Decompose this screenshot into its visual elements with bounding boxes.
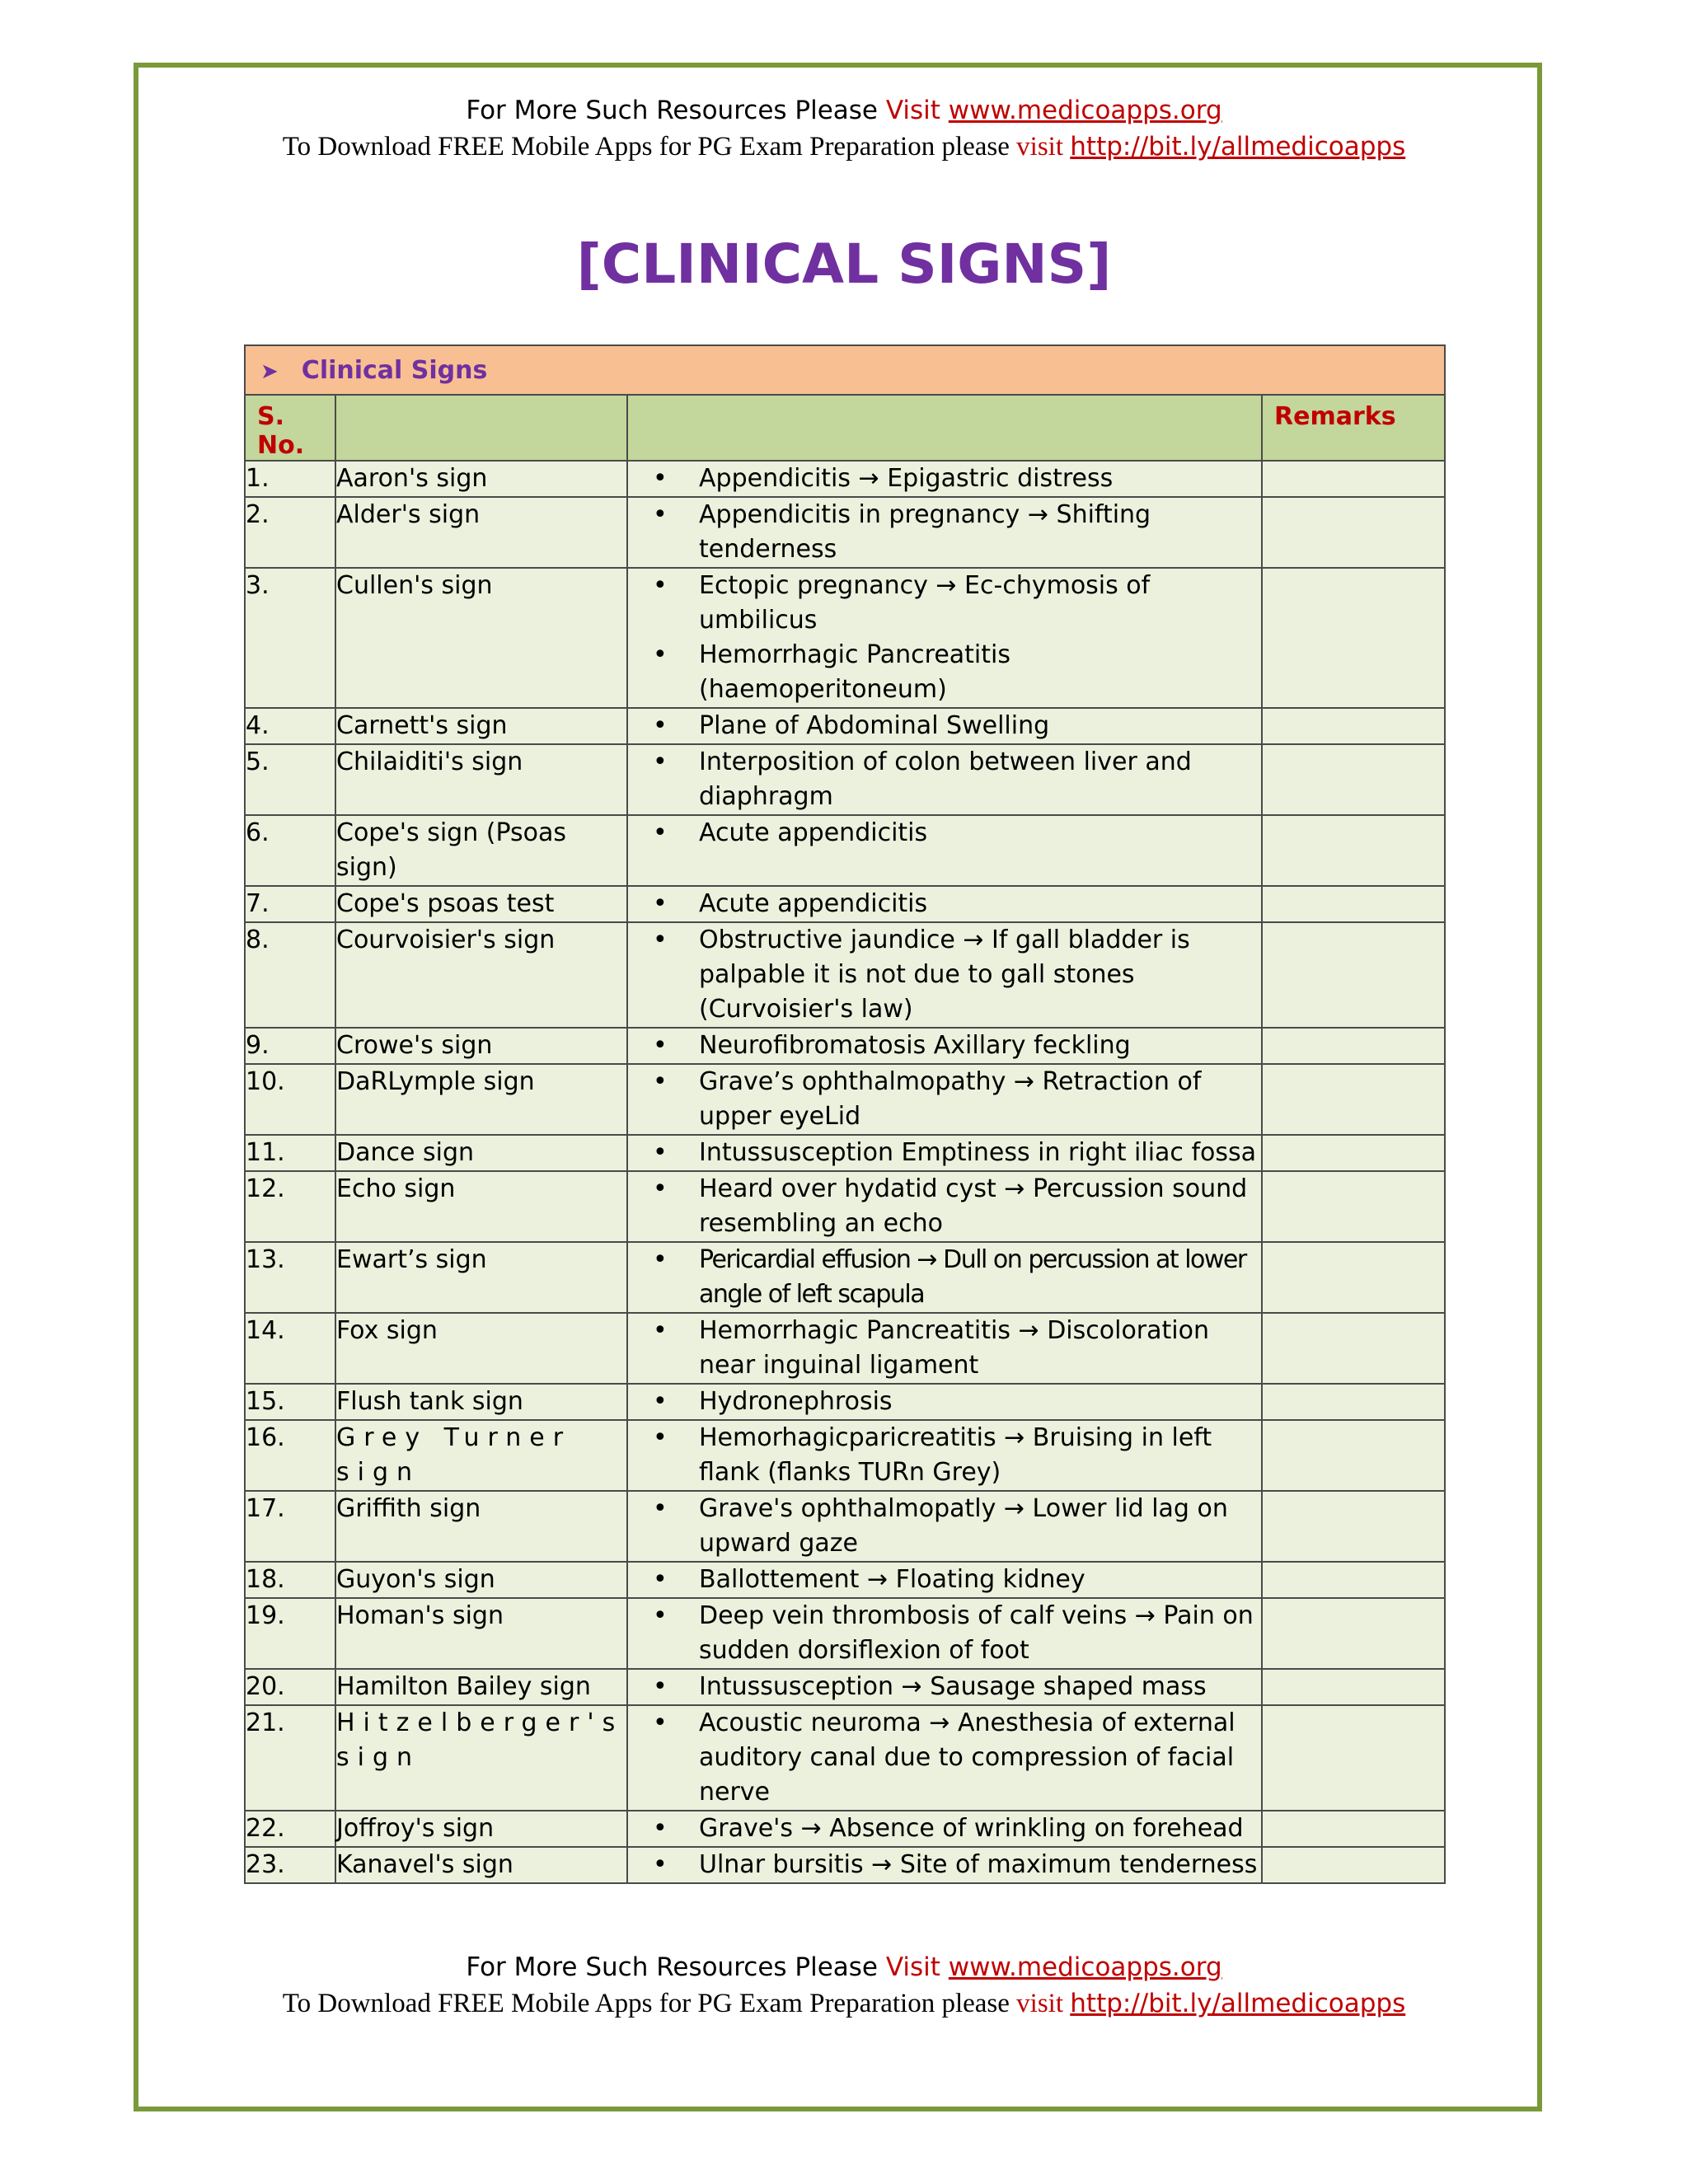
bullet-item: • Grave’s ophthalmopathy → Retraction of upper eyeLid: [628, 1065, 1261, 1134]
cell-sno: 12.: [245, 1171, 335, 1242]
cell-sign-name: Kanavel's sign: [335, 1847, 627, 1883]
table-row: [245, 815, 1445, 886]
bullet-list: [628, 1848, 1261, 1882]
cell-remarks: [1262, 568, 1445, 708]
cell-sno: 4.: [245, 708, 335, 744]
cell-remarks: [1262, 886, 1445, 922]
table-row: [245, 461, 1445, 497]
cell-remarks: [1262, 1064, 1445, 1135]
cell-remarks: [1262, 1135, 1445, 1171]
cell-sno: 7.: [245, 886, 335, 922]
bullet-item: • Neurofibromatosis Axillary feckling: [628, 1029, 1261, 1063]
cell-description: [627, 1028, 1262, 1064]
cell-sign-name: Dance sign: [335, 1135, 627, 1171]
table-row: [245, 1242, 1445, 1313]
cell-sno: 10.: [245, 1064, 335, 1135]
column-header-row: [245, 395, 1445, 461]
cell-description: [627, 568, 1262, 708]
cell-remarks: [1262, 1598, 1445, 1669]
page-footer: [0, 1949, 1688, 2022]
cell-remarks: [1262, 1491, 1445, 1562]
header-visit-word: Visit: [885, 96, 940, 125]
cell-description: [627, 886, 1262, 922]
cell-description: [627, 1420, 1262, 1491]
cell-sign-name: Cullen's sign: [335, 568, 627, 708]
cell-description: [627, 1171, 1262, 1242]
cell-sno: 15.: [245, 1384, 335, 1420]
page-header: [0, 92, 1688, 165]
cell-description: [627, 922, 1262, 1028]
clinical-signs-table: [244, 344, 1446, 1884]
bullet-list: [628, 1811, 1261, 1846]
bullet-item: • Hemorhagicparicreatitis → Bruising in left flank (flanks TURn Grey): [628, 1421, 1261, 1490]
cell-description: [627, 497, 1262, 568]
cell-sno: 2.: [245, 497, 335, 568]
bullet-list: [628, 1563, 1261, 1597]
bullet-item: • Hemorrhagic Pancreatitis → Discoloration near inguinal ligament: [628, 1314, 1261, 1383]
bullet-list: [628, 1492, 1261, 1561]
cell-sno: 19.: [245, 1598, 335, 1669]
table-row: [245, 708, 1445, 744]
bullet-list: [628, 1243, 1261, 1312]
bullet-item: • Acute appendicitis: [628, 887, 1261, 921]
bullet-item: • Appendicitis in pregnancy → Shifting tenderness: [628, 498, 1261, 567]
cell-sign-name: Homan's sign: [335, 1598, 627, 1669]
column-header-remarks: Remarks: [1262, 395, 1445, 461]
cell-remarks: [1262, 708, 1445, 744]
bullet-item: • Intussusception Emptiness in right iliac fossa: [628, 1136, 1261, 1170]
footer-download-line: [0, 1985, 1688, 2022]
table-row: [245, 1705, 1445, 1811]
cell-description: [627, 1064, 1262, 1135]
bullet-item: • Acoustic neuroma → Anesthesia of external auditory canal due to compression of facial nerve: [628, 1706, 1261, 1810]
cell-sign-name: Ewart’s sign: [335, 1242, 627, 1313]
cell-sno: 1.: [245, 461, 335, 497]
cell-remarks: [1262, 1313, 1445, 1384]
cell-sign-name: Flush tank sign: [335, 1384, 627, 1420]
bullet-item: • Acute appendicitis: [628, 816, 1261, 851]
section-header-row: [245, 345, 1445, 395]
bullet-list: [628, 1172, 1261, 1241]
cell-remarks: [1262, 1242, 1445, 1313]
document-title: [CLINICAL SIGNS]: [576, 232, 1112, 296]
cell-sno: 5.: [245, 744, 335, 815]
cell-sign-name: Echo sign: [335, 1171, 627, 1242]
cell-remarks: [1262, 1028, 1445, 1064]
bullet-list: [628, 1421, 1261, 1490]
cell-sign-name: Hitzelberger's sign: [335, 1705, 627, 1811]
bullet-list: [628, 923, 1261, 1027]
table-row: [245, 1028, 1445, 1064]
cell-description: [627, 1135, 1262, 1171]
bullet-item: • Grave's → Absence of wrinkling on forehead: [628, 1811, 1261, 1846]
bullet-list: [628, 1670, 1261, 1704]
cell-sign-name: Chilaiditi's sign: [335, 744, 627, 815]
bullet-list: [628, 498, 1261, 567]
column-header-sign: [335, 395, 627, 461]
table-row: [245, 1847, 1445, 1883]
cell-sign-name: Cope's psoas test: [335, 886, 627, 922]
table-row: [245, 568, 1445, 708]
bullet-list: [628, 462, 1261, 496]
cell-remarks: [1262, 1384, 1445, 1420]
cell-remarks: [1262, 1420, 1445, 1491]
cell-sno: 17.: [245, 1491, 335, 1562]
bullet-list: [628, 569, 1261, 707]
table-row: [245, 1420, 1445, 1491]
cell-description: [627, 708, 1262, 744]
bullet-list: [628, 745, 1261, 814]
table-row: [245, 886, 1445, 922]
table-row: [245, 744, 1445, 815]
bullet-list: [628, 887, 1261, 921]
table-row: [245, 1562, 1445, 1598]
cell-description: [627, 744, 1262, 815]
cell-sno: 23.: [245, 1847, 335, 1883]
table-row: [245, 1313, 1445, 1384]
cell-sno: 18.: [245, 1562, 335, 1598]
cell-description: [627, 1811, 1262, 1847]
table-row: [245, 1384, 1445, 1420]
header-download-text: To Download FREE Mobile Apps for PG Exam Preparation please: [282, 132, 1017, 162]
header-medicoapps-link[interactable]: www.medicoapps.org: [948, 96, 1222, 125]
bullet-list: [628, 1314, 1261, 1383]
cell-sno: 11.: [245, 1135, 335, 1171]
footer-download-text: To Download FREE Mobile Apps for PG Exam Preparation please: [282, 1989, 1017, 2018]
bullet-list: [628, 1385, 1261, 1419]
cell-remarks: [1262, 1811, 1445, 1847]
cell-description: [627, 1313, 1262, 1384]
bullet-item: • Hydronephrosis: [628, 1385, 1261, 1419]
cell-description: [627, 1669, 1262, 1705]
bullet-item: • Grave's ophthalmopatly → Lower lid lag on upward gaze: [628, 1492, 1261, 1561]
bullet-item: • Ulnar bursitis → Site of maximum tenderness: [628, 1848, 1261, 1882]
bullet-item: • Plane of Abdominal Swelling: [628, 709, 1261, 743]
bullet-item: • Hemorrhagic Pancreatitis (haemoperitoneum): [628, 638, 1261, 707]
cell-remarks: [1262, 744, 1445, 815]
arrow-bullet-icon: ➤: [260, 359, 279, 384]
cell-sno: 6.: [245, 815, 335, 886]
bullet-list: [628, 816, 1261, 851]
table-row: [245, 1171, 1445, 1242]
table-row: [245, 1811, 1445, 1847]
table-row: [245, 1135, 1445, 1171]
cell-description: [627, 1562, 1262, 1598]
bullet-item: • Ballottement → Floating kidney: [628, 1563, 1261, 1597]
cell-sno: 20.: [245, 1669, 335, 1705]
cell-description: [627, 1491, 1262, 1562]
header-resources-text: For More Such Resources Please: [466, 96, 886, 125]
footer-resources-line: [0, 1949, 1688, 1985]
cell-sign-name: Cope's sign (Psoas sign): [335, 815, 627, 886]
header-visit-word-2: visit: [1016, 132, 1064, 162]
cell-description: [627, 815, 1262, 886]
cell-sign-name: Griffith sign: [335, 1491, 627, 1562]
table-row: [245, 1491, 1445, 1562]
header-resources-line: [0, 92, 1688, 129]
cell-sno: 8.: [245, 922, 335, 1028]
bullet-item: • Pericardial effusion → Dull on percussion at lower angle of left scapula: [628, 1243, 1261, 1312]
bullet-list: [628, 1136, 1261, 1170]
table-row: [245, 1598, 1445, 1669]
bullet-list: [628, 1706, 1261, 1810]
table-row: [245, 497, 1445, 568]
column-header-sno: S. No.: [245, 395, 335, 461]
cell-description: [627, 1384, 1262, 1420]
footer-visit-word: Visit: [885, 1952, 940, 1982]
cell-remarks: [1262, 1847, 1445, 1883]
cell-sign-name: Guyon's sign: [335, 1562, 627, 1598]
cell-description: [627, 1705, 1262, 1811]
cell-description: [627, 1847, 1262, 1883]
header-bitly-link[interactable]: http://bit.ly/allmedicoapps: [1070, 132, 1406, 162]
footer-resources-text: For More Such Resources Please: [466, 1952, 886, 1982]
cell-sno: 13.: [245, 1242, 335, 1313]
cell-sno: 21.: [245, 1705, 335, 1811]
cell-remarks: [1262, 1705, 1445, 1811]
bullet-item: • Appendicitis → Epigastric distress: [628, 462, 1261, 496]
cell-sno: 9.: [245, 1028, 335, 1064]
cell-sign-name: Alder's sign: [335, 497, 627, 568]
cell-sno: 14.: [245, 1313, 335, 1384]
cell-sno: 3.: [245, 568, 335, 708]
cell-sign-name: Carnett's sign: [335, 708, 627, 744]
footer-visit-word-2: visit: [1016, 1989, 1064, 2018]
cell-remarks: [1262, 1171, 1445, 1242]
cell-sign-name: Fox sign: [335, 1313, 627, 1384]
cell-sign-name: Joffroy's sign: [335, 1811, 627, 1847]
column-header-description: [627, 395, 1262, 461]
cell-description: [627, 1598, 1262, 1669]
bullet-item: • Intussusception → Sausage shaped mass: [628, 1670, 1261, 1704]
cell-description: [627, 1242, 1262, 1313]
bullet-list: [628, 1029, 1261, 1063]
bullet-list: [628, 709, 1261, 743]
section-label: Clinical Signs: [301, 355, 488, 385]
table-row: [245, 922, 1445, 1028]
cell-sno: 16.: [245, 1420, 335, 1491]
cell-remarks: [1262, 461, 1445, 497]
cell-sign-name: Grey Turner sign: [335, 1420, 627, 1491]
cell-remarks: [1262, 815, 1445, 886]
footer-medicoapps-link[interactable]: www.medicoapps.org: [948, 1952, 1222, 1982]
bullet-list: [628, 1599, 1261, 1668]
cell-sign-name: Aaron's sign: [335, 461, 627, 497]
cell-remarks: [1262, 1669, 1445, 1705]
bullet-item: • Interposition of colon between liver and diaphragm: [628, 745, 1261, 814]
bullet-item: • Deep vein thrombosis of calf veins → Pain on sudden dorsiflexion of foot: [628, 1599, 1261, 1668]
cell-sign-name: DaRLymple sign: [335, 1064, 627, 1135]
section-header-cell: [245, 345, 1445, 395]
bullet-item: • Heard over hydatid cyst → Percussion sound resembling an echo: [628, 1172, 1261, 1241]
bullet-item: • Obstructive jaundice → If gall bladder is palpable it is not due to gall stones (Curvoisier's law): [628, 923, 1261, 1027]
cell-remarks: [1262, 1562, 1445, 1598]
table-row: [245, 1669, 1445, 1705]
cell-sno: 22.: [245, 1811, 335, 1847]
table-row: [245, 1064, 1445, 1135]
cell-sign-name: Crowe's sign: [335, 1028, 627, 1064]
bullet-item: • Ectopic pregnancy → Ec-chymosis of umbilicus: [628, 569, 1261, 638]
cell-sign-name: Courvoisier's sign: [335, 922, 627, 1028]
cell-remarks: [1262, 497, 1445, 568]
header-download-line: [0, 129, 1688, 165]
cell-remarks: [1262, 922, 1445, 1028]
bullet-list: [628, 1065, 1261, 1134]
cell-sign-name: Hamilton Bailey sign: [335, 1669, 627, 1705]
footer-bitly-link[interactable]: http://bit.ly/allmedicoapps: [1070, 1989, 1406, 2018]
cell-description: [627, 461, 1262, 497]
